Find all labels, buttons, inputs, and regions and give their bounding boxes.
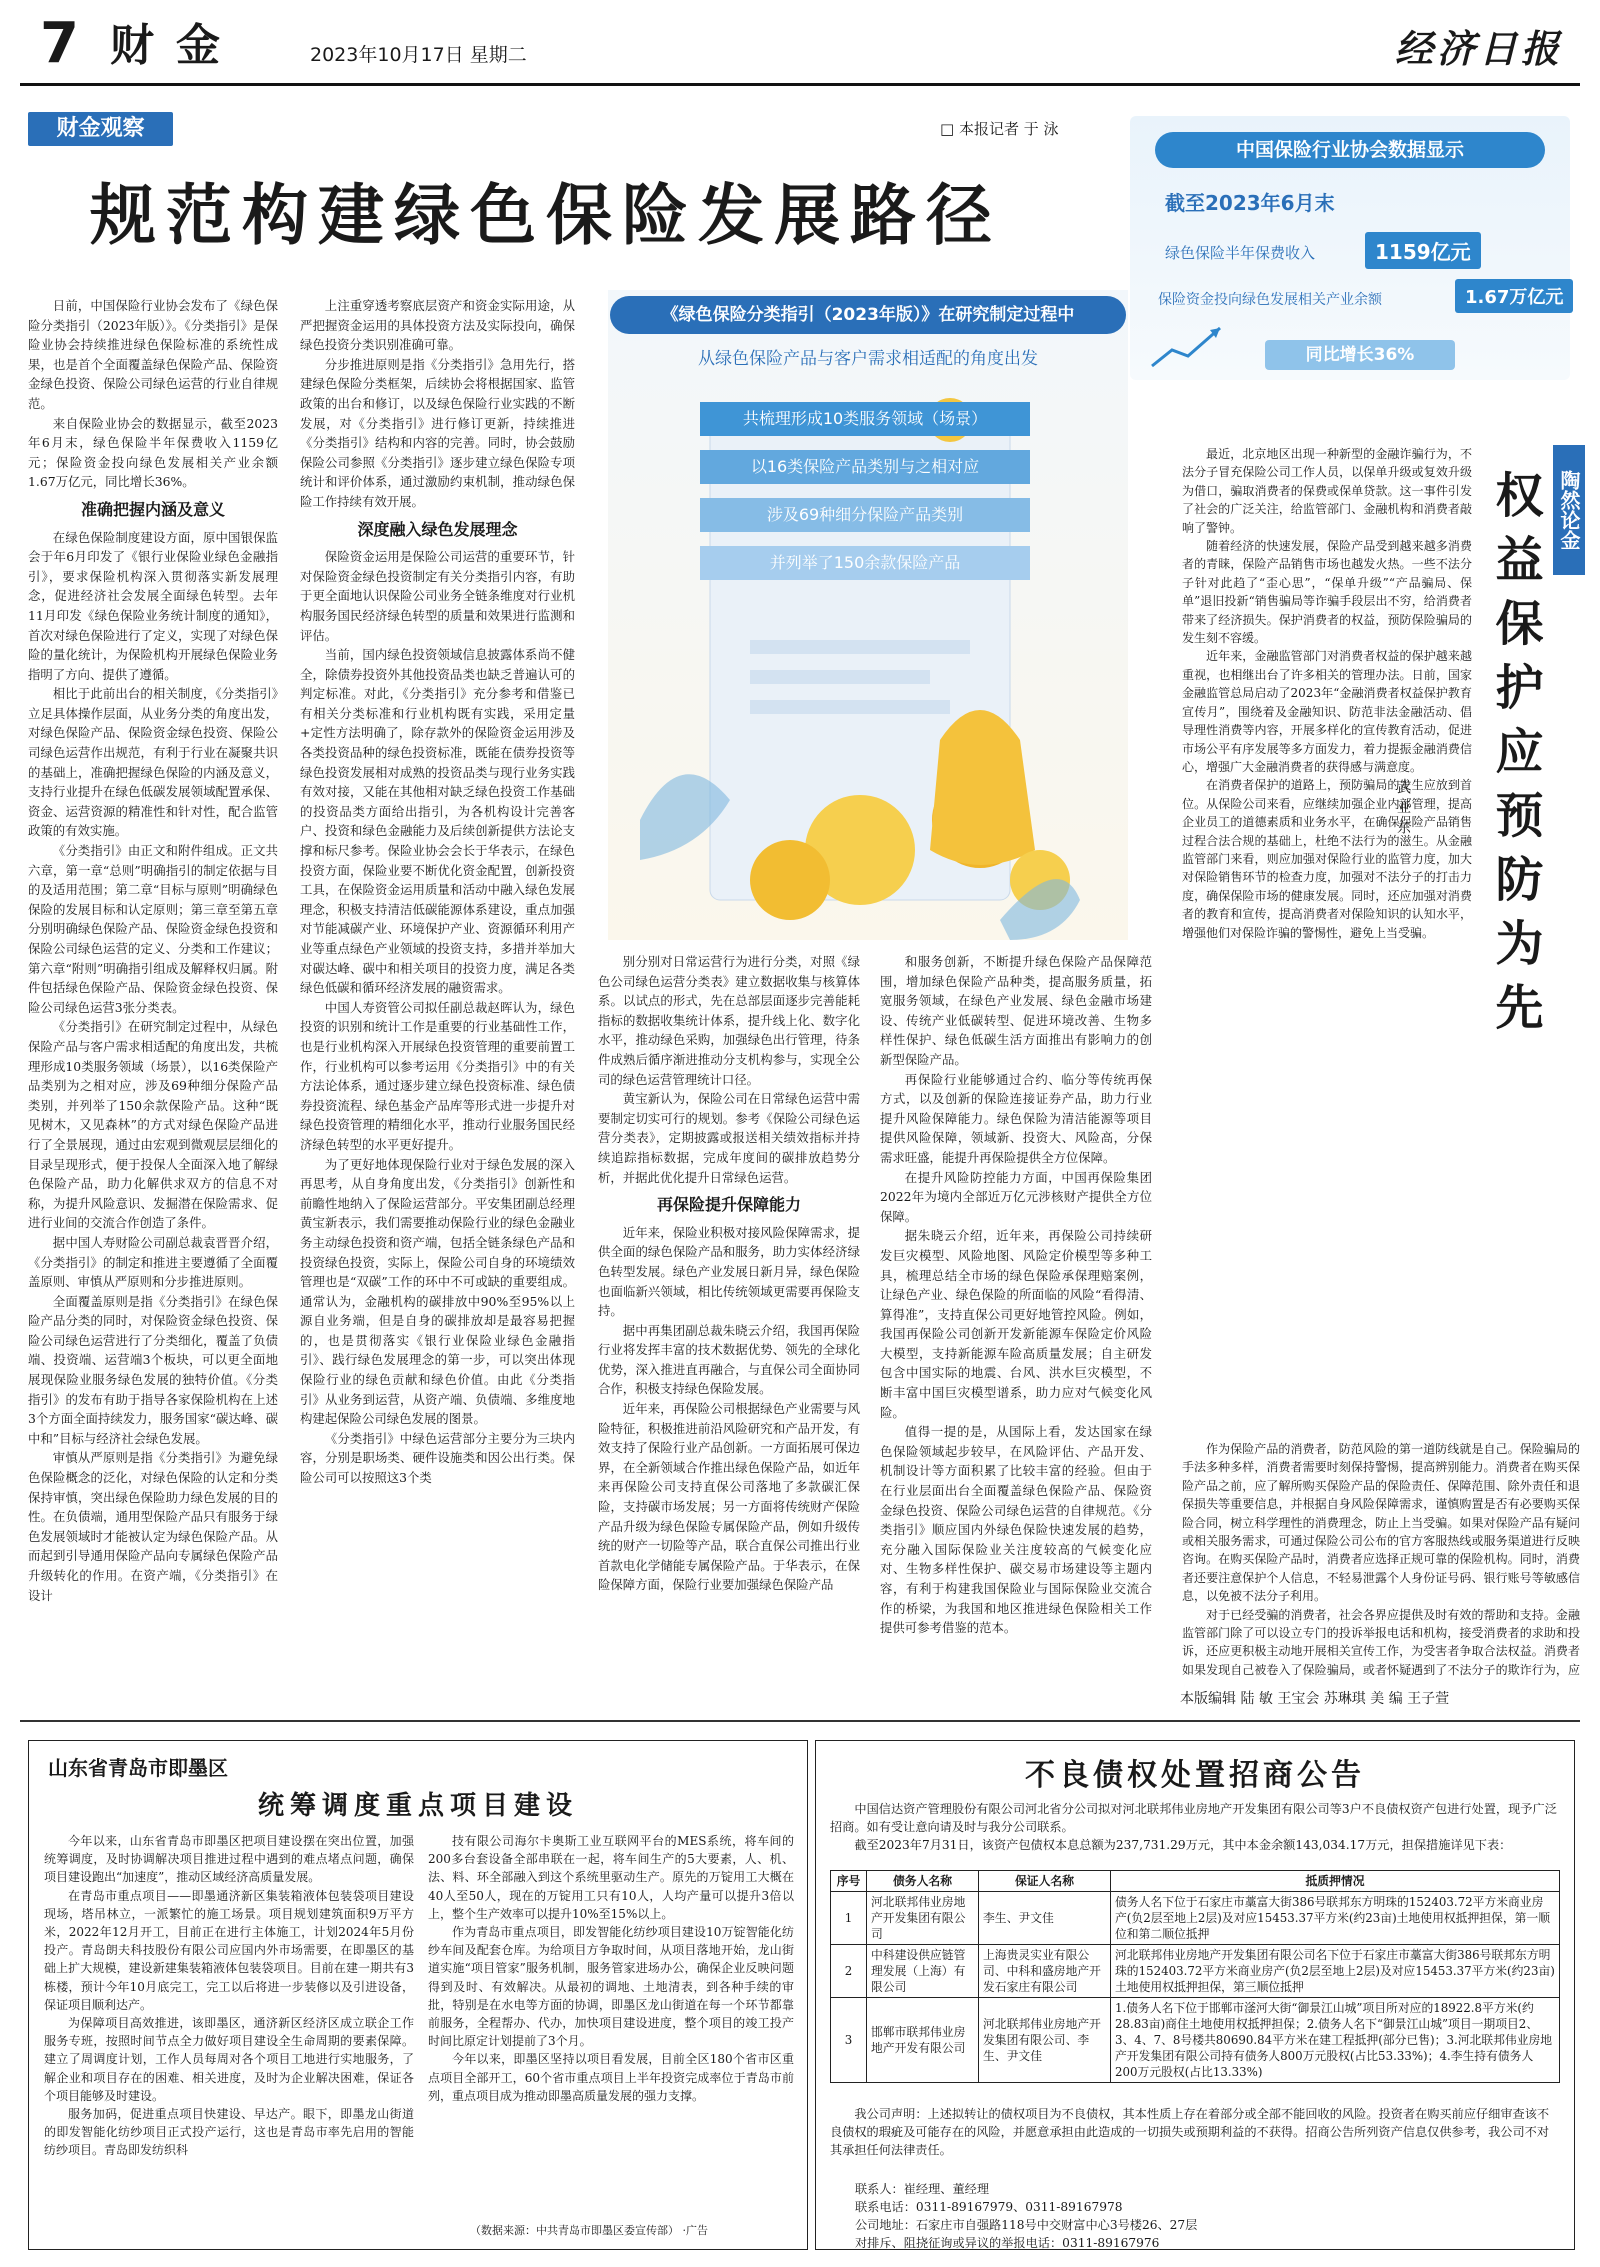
cell: 邯郸市联邦伟业房地产开发有限公司 — [867, 1998, 979, 2083]
cell: 中科建设供应链管理发展（上海）有限公司 — [867, 1945, 979, 1998]
paragraph: 据朱晓云介绍，近年来，再保险公司持续研发巨灾模型、风险地图、风险定价模型等多种工具，梳理总结全市场的绿色保险承保理赔案例，让绿色产业、绿色保险的所面临的风险“看得清、算得准”，支持直保公司更好地管控风险。例如，我国再保险公司创新开发新能源车保险定价风险大模型，支持新能源车险高质量发展；自主研发包含中国实际的地震、台风、洪水巨灾模型，不断丰富中国巨灾模型谱系，助力应对气候变化风险。 — [880, 1228, 1152, 1420]
cell: 李生、尹文佳 — [979, 1892, 1111, 1945]
ad-debt-contacts — [855, 2180, 1197, 2252]
paragraph: 和服务创新，不断提升绿色保险产品保障范围，增加绿色保险产品种类，提高服务质量，拓宽服务领域，在绿色产业发展、绿色金融市场建设、传统产业低碳转型、促进环境改善、生物多样性保护、绿色低碳生活方面推出有影响力的创新型保险产品。 — [880, 954, 1152, 1067]
paragraph: 对于已经受骗的消费者，社会各界应提供及时有效的帮助和支持。金融监管部门除了可以设立专门的投诉举报电话和机构，接受消费者的求助和投诉，还应更积极主动地开展相关宣传工作，为受害者争取合法权益。消费者如果发现自己被卷入了保险骗局，或者怀疑遇到了不法分子的欺诈行为，应 — [1182, 1607, 1580, 1677]
subheading: 准确把握内涵及意义 — [80, 499, 225, 519]
table-row — [831, 1998, 1560, 2083]
stats-date: 截至2023年6月末 — [1165, 191, 1335, 215]
paper-name: 经济日报 — [1395, 26, 1564, 71]
page-editors: 本版编辑 陆 敏 王宝会 苏琳琪 美 编 王子萱 — [1180, 1691, 1450, 1707]
paragraph: 技有限公司海尔卡奥斯工业互联网平台的MES系统，将车间的200多台套设备全部串联在一起，将车间生产的5大要素，人、机、法、料、环全部融入到这个系统里驱动生产。原先的万锭用工大概在40人至50人，现在的万锭用工只有10人，人均产量可以提升3倍以上，整个生产效率可以提升10%至15%以上。 — [428, 1834, 794, 1921]
byline: □ 本报记者 于 泳 — [940, 120, 1059, 138]
premium-value: 1159亿元 — [1365, 232, 1481, 269]
paragraph: 中国信达资产管理股份有限公司河北省分公司拟对河北联邦伟业房地产开发集团有限公司等3户不良债权资产包进行处置，现予广泛招商。如有受让意向请及时与我分公司联系。 — [830, 1802, 1557, 1834]
article-column-1 — [28, 296, 278, 1708]
paragraph: 黄宝新认为，保险公司在日常绿色运营中需要制定切实可行的规划。参考《保险公司绿色运营分类表》，定期披露或报送相关绩效指标并持续追踪指标数据，完成年度间的碳排放趋势分析，并据此优化提升日常绿色运营。 — [598, 1091, 860, 1185]
cell: 河北联邦伟业房地产开发集团有限公司名下位于石家庄市藁富大街386号联邦东方明珠的152403.72平方米商业房产(负2层至地上2层)及对应15453.37平方米(约23亩)土地使用权抵押担保，第三顺位抵押 — [1111, 1945, 1560, 1998]
paragraph: 相比于此前出台的相关制度，《分类指引》立足具体操作层面，从业务分类的角度出发，对绿色保险产品、保险资金绿色投资、保险公司绿色运营作出规范，有利于行业在凝聚共识的基础上，准确把握绿色保险的内涵及意义，支持行业提升在绿色低碳发展领域配置承保、资金、运营资源的精准性和针对性，配合监管政策的有效实施。 — [28, 686, 278, 839]
commentary-author: 武亚东 — [1395, 780, 1411, 840]
contact-line: 对排斥、阻挠征询或异议的举报电话：0311-89167976 — [855, 2236, 1160, 2250]
infographic-step-1: 共梳理形成10类服务领域（场景） — [700, 402, 1030, 436]
ad-debt-title: 不良债权处置招商公告 — [1025, 1758, 1365, 1793]
paragraph: 值得一提的是，从国际上看，发达国家在绿色保险领域起步较早，在风险评估、产品开发、机制设计等方面积累了比较丰富的经验。但由于在行业层面出台全面覆盖绿色保险产品、保险资金绿色投资、保险公司绿色运营的自律规范。《分类指引》顺应国内外绿色保险快速发展的趋势，充分融入国际保险业关注度较高的气候变化应对、生物多样性保护、碳交易市场建设等主题内容，有利于构建我国保险业与国际保险业交流合作的桥梁，为我国和地区推进绿色保险相关工作提供可参考借鉴的范本。 — [880, 1424, 1152, 1636]
investment-label: 保险资金投向绿色发展相关产业余额 — [1158, 292, 1382, 308]
ad-jimo-title: 统筹调度重点项目建设 — [257, 1791, 578, 1821]
paragraph: 截至2023年7月31日，该资产包债权本息总额为237,731.29万元，其中本金余额143,034.17万元，担保措施详见下表： — [854, 1838, 1512, 1852]
paragraph: 《分类指引》由正文和附件组成。正文共六章，第一章“总则”明确指引的制定依据与目的及适用范围；第二章“目标与原则”明确绿色保险的发展目标和认定原则；第三章至第五章分别明确绿色保险产品、保险资金绿色投资和保险公司绿色运营的定义、分类和工作建议；第六章“附则”明确指引组成及解释权归属。附件包括绿色保险产品、保险资金绿色投资、保险公司绿色运营3张分类表。 — [28, 843, 278, 1015]
paragraph: 随着经济的快速发展，保险产品受到越来越多消费者的青睐，保险产品销售市场也越发火热。一些不法分子针对此趋了“歪心思”，“保单升级”“产品骗局、保单”退旧投新“销售骗局等诈骗手段层出不穷，给消费者带来了经济损失。保护消费者的权益，预防保险骗局的发生刻不容缓。 — [1182, 539, 1472, 646]
infographic-subheader: 从绿色保险产品与客户需求相适配的角度出发 — [698, 349, 1038, 369]
paragraph: 审慎从严原则是指《分类指引》为避免绿色保险概念的泛化，对绿色保险的认定和分类保持审慎，突出绿色保险助力绿色发展的目的性。在负债端，通用型保险产品只有服务于绿色发展领域时才能被认定为绿色保险产品。从而起到引导通用保险产品向专属绿色保险产品升级转化的作用。在资产端，《分类指引》在设计 — [28, 1450, 278, 1603]
cell: 上海贵灵实业有限公司、中科和盛房地产开发石家庄有限公司 — [979, 1945, 1111, 1998]
article-title: 规范构建绿色保险发展路径 — [90, 176, 1002, 254]
paragraph: 在提升风险防控能力方面，中国再保险集团2022年为境内全部近万亿元涉核财产提供全方位保障。 — [880, 1169, 1152, 1224]
cell: 1.债务人名下位于邯郸市滏河大街“御景江山城”项目所对应的18922.8平方米(约28.83亩)商住土地使用权抵押担保；2.债务人名下“御景江山城”项目一期项目2、3、4、7、8号楼共80690.84平方米在建工程抵押(部分已售)；3.河北联邦伟业房地产开发集团有限公司持有债务人800万元股权(占比53.33%)；4.李生持有债务人200万元股权(占比13.33%) — [1111, 1998, 1560, 2083]
section-name: 财金 — [110, 20, 242, 71]
paragraph: 中国人寿资管公司拟任副总裁赵晖认为，绿色投资的识别和统计工作是重要的行业基础性工作，也是行业机构深入开展绿色投资管理的重要前置工作，行业机构可以参考运用《分类指引》中的有关方法论体系，通过逐步建立绿色投资标准、绿色债券投资流程、绿色基金产品库等形式进一步提升对绿色投资管理的精细化水平，推动行业服务国民经济绿色转型的水平更好提升。 — [300, 999, 575, 1152]
debt-table — [830, 1870, 1560, 2083]
paragraph: 据中再集团副总裁朱晓云介绍，我国再保险行业将发挥丰富的技术数据优势、领先的全球化优势，深入推进直再融合，与直保公司全面协同合作，积极支持绿色保险发展。 — [598, 1322, 860, 1397]
commentary-tag: 陶然论金 — [1553, 445, 1585, 575]
article-column-3 — [598, 952, 860, 1708]
cell: 河北联邦伟业房地产开发集团有限公司 — [867, 1892, 979, 1945]
commentary-body-continued — [1182, 1440, 1580, 1680]
paragraph: 在绿色保险制度建设方面，原中国银保监会于年6月印发了《银行业保险业绿色金融指引》，要求保险机构深入贯彻落实新发展理念，促进经济社会发展全面绿色转型。去年11月印发《绿色保险业务统计制度的通知》，首次对绿色保险进行了定义，实现了对绿色保险的量化统计，为保险机构开展绿色保险业务指明了方向、提供了遵循。 — [28, 529, 278, 682]
column-header: 债务人名称 — [867, 1871, 979, 1892]
column-header: 抵质押情况 — [1111, 1871, 1560, 1892]
paragraph: 在青岛市重点项目——即墨通济新区集装箱液体包装袋项目建设现场，塔吊林立，一派繁忙的施工场景。项目规划建筑面积9万平方米，2022年12月开工，目前正在进行主体施工，计划2024年5月份投产。青岛朗夫科技股份有限公司应国内外市场需要，在即墨区的基础上扩大规模，建设新建集装箱液体包装袋项目。目前在建一期共有3栋楼，预计今年10月底完工，完工以后将进一步装修以及引进设备，保证项目顺利达产。 — [44, 1888, 414, 2012]
paragraph: 《分类指引》中绿色运营部分主要分为三块内容，分别是职场类、硬件设施类和因公出行类。保险公司可以按照这3个类 — [300, 1430, 575, 1486]
paragraph: 日前，中国保险行业协会发布了《绿色保险分类指引（2023年版）》。《分类指引》是保险业协会持续推进绿色保险标准的系统性成果，也是首个全面覆盖绿色保险产品、保险资金绿色投资、保险公司绿色运营的行业自律规范。 — [28, 298, 278, 411]
infographic-step-4: 并列举了150余款保险产品 — [700, 546, 1030, 580]
subheading: 深度融入绿色发展理念 — [357, 519, 518, 539]
cell: 河北联邦伟业房地产开发集团有限公司、李生、尹文佳 — [979, 1998, 1111, 2083]
page-number: 7 — [40, 11, 79, 76]
commentary-title: 权益保护应预防为先 — [1487, 470, 1543, 1046]
cell: 1 — [831, 1892, 867, 1945]
paragraph: 今年以来，即墨区坚持以项目看发展，目前全区180个省市区重点项目全部开工，60个省市重点项目上半年投资完成率位于青岛市前列，重点项目成为推动即墨高质量发展的强力支撑。 — [428, 2052, 794, 2103]
header-rule — [20, 83, 1580, 86]
cell: 3 — [831, 1998, 867, 2083]
paragraph: 最近，北京地区出现一种新型的金融诈骗行为，不法分子冒充保险公司工作人员，以保单升级或复效升级为借口，骗取消费者的保费或保单贷款。这一事件引发了社会的广泛关注，给监管部门、金融机构和消费者敲响了警钟。 — [1182, 447, 1472, 535]
paragraph: 近年来，金融监管部门对消费者权益的保护越来越重视，也相继出台了许多相关的管理办法。日前，国家金融监管总局启动了2023年“金融消费者权益保护教育宣传月”，围绕着及金融知识、防范非法金融活动、倡导理性消费等内容，开展多样化的宣传教育活动，促进市场公平有序发展等多方面发力，着力提振金融消费信心，增强广大金融消费者的获得感与满意度。 — [1182, 649, 1472, 774]
column-kicker: 财金观察 — [28, 112, 173, 146]
paragraph: 近年来，再保险公司根据绿色产业需要与风险特征，积极推进前沿风险研究和产品开发，有效支持了保险行业产品创新。一方面拓展可保边界，在全新领域合作推出绿色保险产品，如近年来再保险公司支持直保公司落地了多款碳汇保险，支持碳市场发展；另一方面将传统财产保险产品升级为绿色保险专属保险产品，例如升级传统的财产一切险等产品，联合直保公司推出行业首款电化学储能专属保险产品。于华表示，在保险保障方面，保险行业要加强绿色保险产品 — [598, 1401, 860, 1593]
paragraph: 保险资金运用是保险公司运营的重要环节，针对保险资金绿色投资制定有关分类指引内容，有助于更全面地认识保险公司业务全链条维度对行业机构服务国民经济绿色转型的质量和效果进行监测和评估。 — [300, 549, 575, 643]
paragraph: 服务加码，促进重点项目快建设、早达产。眼下，即墨龙山街道的即发智能化纺纱项目正式投产运行，这也是青岛市率先启用的智能纺纱项目。青岛即发纺织科 — [44, 2107, 414, 2158]
investment-value: 1.67万亿元 — [1455, 279, 1573, 313]
table-header-row — [831, 1871, 1560, 1892]
paragraph: 作为保险产品的消费者，防范风险的第一道防线就是自己。保险骗局的手法多种多样，消费者需要时刻保持警惕，提高辨别能力。消费者在购买保险产品之前，应了解所购买保险产品的保险责任、保障范围、除外责任和退保损失等重要信息，并根据自身风险保障需求，谨慎购置是否有必要购买保险合同，树立科学理性的消费理念，防止上当受骗。如果对保险产品有疑问或相关服务需求，可通过保险公司公布的官方客服热线或服务渠道进行反映咨询。在购买保险产品时，消费者应选择正规可靠的保险机构。同时，消费者还要注意保护个人信息，不轻易泄露个人身份证号码、银行账号等敏感信息，以免被不法分子利用。 — [1182, 1442, 1580, 1604]
infographic-step-2: 以16类保险产品类别与之相对应 — [700, 450, 1030, 484]
paragraph: 上注重穿透考察底层资产和资金实际用途，从严把握资金运用的具体投资方法及实际投向，确保绿色投资分类识别准确可靠。 — [300, 298, 575, 353]
paragraph: 据中国人寿财险公司副总裁袁晋晋介绍，《分类指引》的制定和推进主要遵循了全面覆盖原则、审慎从严原则和分步推进原则。 — [28, 1234, 278, 1290]
table-row — [831, 1945, 1560, 1998]
paragraph: 当前，国内绿色投资领域信息披露体系尚不健全，除债券投资外其他投资品类也缺乏普遍认可的判定标准。对此，《分类指引》充分参考和借鉴已有相关分类标准和行业机构既有实践，采用定量+定性方法明确了，除存款外的保险资金运用涉及各类投资品种的绿色投资标准，既能在债券投资等绿色投资发展相对成熟的投资品类与现行业务实践有效对接，又能在其他相对缺乏绿色投资工作基础的投资品类方面给出指引，为各机构设计完善客户、投资和绿色金融能力及后续创新提供方法论支撑和标尺参考。保险业协会会长于华表示，在绿色投资方面，保险业要不断优化资金配置，创新投资工具，在保险资金运用质量和活动中融入绿色发展理念，积极支持清洁低碳能源体系建设，重点加强对节能减碳产业、环境保护产业、资源循环利用产业等重点绿色产业领域的投资支持，多措并举加大对碳达峰、碳中和相关项目的投资力度，满足各类绿色低碳和循环经济发展的融资需求。 — [300, 647, 575, 996]
paragraph: 为了更好地体现保险行业对于绿色发展的深入再思考，从自身角度出发，《分类指引》创新性和前瞻性地纳入了保险运营部分。平安集团副总经理黄宝新表示，我们需要推动保险行业的绿色金融业务主动绿色投资和资产端，包括全链条绿色产品和投资绿色投资，实际上，保险公司自身的环境绩效管理也是“双碳”工作的环中不可或缺的重要组成。通常认为，金融机构的碳排放中90%至95%以上源自业务端，但是自身的碳排放却是最容易把握的，也是贯彻落实《银行业保险业绿色金融指引》、践行绿色发展理念的第一步，可以突出体现保险行业的绿色贡献和绿色价值。由此《分类指引》从业务到运营，从资产端、负债端、多维度地构建起保险公司绿色发展的图景。 — [300, 1156, 575, 1427]
paragraph: 《分类指引》在研究制定过程中，从绿色保险产品与客户需求相适配的角度出发，共梳理形成10类服务领域（场景），以16类保险产品类别为之相对应，涉及69种细分保险产品类别，并列举了150余款保险产品。这种“既见树木，又见森林”的方式对绿色保险产品进行了全景展现，通过由宏观到微观层层细化的目录呈现形式，便于投保人全面深入地了解绿色保险产品，助力化解供求双方的信息不对称，为提升风险意识、发掘潜在保险需求、促进行业间的交流合作创造了条件。 — [28, 1019, 278, 1231]
paragraph: 近年来，保险业积极对接风险保障需求，提供全面的绿色保险产品和服务，助力实体经济绿色转型发展。绿色产业发展日新月异，绿色保险也面临新兴领域，相比传统领域更需要再保险支持。 — [598, 1224, 860, 1319]
cell: 债务人名下位于石家庄市藁富大街386号联邦东方明珠的152403.72平方米商业房产(负2层至地上2层)及对应15453.37平方米(约23亩)土地使用权抵押担保，第一顺位和第二顺位抵押 — [1111, 1892, 1560, 1945]
table-row — [831, 1892, 1560, 1945]
ad-debt-notice: 我公司声明：上述拟转让的债权项目为不良债权，其本性质上存在着部分或全部不能回收的风险。投资者在购买前应仔细审查该不良债权的瑕疵及可能存在的风险，并愿意承担由此造成的一切损失或预期利益的不获得。招商公告所列资产信息仅供参考，我公司不对其承担任何法律责任。 — [830, 2107, 1550, 2157]
paragraph: 分步推进原则是指《分类指引》急用先行，搭建绿色保险分类框架，后续协会将根据国家、监管政策的出台和修订，以及绿色保险行业实践的不断发展，对《分类指引》进行修订更新，持续推进《分类指引》结构和内容的完善。同时，协会鼓励保险公司参照《分类指引》逐步建立绿色保险专项统计和评价体系，通过激励约束机制，推动绿色保险工作持续有效开展。 — [300, 356, 575, 509]
paragraph: 全面覆盖原则是指《分类指引》在绿色保险产品分类的同时，对保险资金绿色投资、保险公司绿色运营进行了分类细化，覆盖了负债端、投资端、运营端3个板块，可以更全面地展现保险业服务绿色发展的独特价值。《分类指引》的发布有助于指导各家保险机构在上述3个方面全面持续发力，服务国家“碳达峰、碳中和”目标与经济社会绿色发展。 — [28, 1293, 278, 1446]
issue-date: 2023年10月17日 星期二 — [310, 44, 527, 66]
ad-jimo-credit: （数据来源：中共青岛市即墨区委宣传部） ·广告 — [470, 2224, 708, 2237]
growth-badge: 同比增长36% — [1265, 340, 1455, 370]
premium-label: 绿色保险半年保费收入 — [1165, 244, 1316, 262]
article-column-4 — [880, 952, 1152, 1708]
stats-header: 中国保险行业协会数据显示 — [1155, 132, 1545, 168]
paragraph: 来自保险业协会的数据显示，截至2023年6月末，绿色保险半年保费收入1159亿元；保险资金投向绿色发展相关产业余额1.67万亿元，同比增长36%。 — [28, 415, 278, 490]
article-column-2 — [300, 296, 575, 1708]
contact-line: 公司地址：石家庄市自强路118号中交财富中心3号楼26、27层 — [855, 2218, 1198, 2232]
column-header: 序号 — [831, 1871, 867, 1892]
paragraph: 别分别对日常运营行为进行分类，对照《绿色公司绿色运营分类表》建立数据收集与核算体系。以试点的形式，先在总部层面逐步完善能耗指标的数据收集统计体系，提升线上化、数字化水平，推动绿色采购，加强绿色出行管理，待条件成熟后循序渐进推动分支机构参与，实现全公司的绿色运营管理统计口径。 — [598, 954, 860, 1087]
section-divider — [20, 1720, 1580, 1722]
contact-line: 联系电话：0311-89167979、0311-89167978 — [855, 2200, 1123, 2214]
paragraph: 今年以来，山东省青岛市即墨区把项目建设摆在突出位置，加强统筹调度，及时协调解决项目推进过程中遇到的难点堵点问题，确保项目建设跑出“加速度”，推动区域经济高质量发展。 — [44, 1834, 414, 1885]
paragraph: 再保险行业能够通过合约、临分等传统再保方式，以及创新的保险连接证券产品，助力行业提升风险保障能力。绿色保险为清洁能源等项目提供风险保障，领域新、投资大、风险高，分保需求旺盛，能提升再保险提供全方位保障。 — [880, 1071, 1152, 1165]
paragraph: 在消费者保护的道路上，预防骗局的发生应放到首位。从保险公司来看，应继续加强企业内部管理，提高企业员工的道德素质和业务水平，在确保保险产品销售过程合法合规的基础上，杜绝不法行为的滋生。从金融监管部门来看，则应加强对保险行业的监管力度，加大对保险销售环节的检查力度，加强对不法分子的打击力度，确保保险市场的健康发展。同时，还应加强对消费者的教育和宣传，提高消费者对保险知识的认知水平，增强他们对保险诈骗的警惕性，避免上当受骗。 — [1182, 778, 1472, 940]
subheading: 再保险提升保障能力 — [656, 1195, 801, 1215]
ad-debt-intro — [830, 1800, 1560, 1854]
contact-line: 联系人：崔经理、董经理 — [855, 2182, 990, 2196]
commentary-body — [1182, 445, 1472, 1435]
paragraph: 作为青岛市重点项目，即发智能化纺纱项目建设10万锭智能化纺纱车间及配套仓库。为给项目方争取时间，从项目落地开始，龙山街道实施“项目管家”服务机制，服务管家进场办公，确保企业反映问题得到及时、有效解决。从最初的调地、土地清表，到各种手续的审批，特别是在水电等方面的协调，即墨区龙山街道在每一个环节都靠前服务，全程帮办、代办，加快项目建设进度，整个项目的竣工投产时间比原定计划提前了3个月。 — [428, 1925, 794, 2049]
column-header: 保证人名称 — [979, 1871, 1111, 1892]
ad-jimo-place: 山东省青岛市即墨区 — [48, 1756, 228, 1780]
trend-arrow-icon — [1150, 320, 1230, 370]
ad-jimo-column-2 — [428, 1832, 794, 2217]
cell: 2 — [831, 1945, 867, 1998]
infographic-step-3: 涉及69种细分保险产品类别 — [700, 498, 1030, 532]
infographic-header: 《绿色保险分类指引（2023年版）》在研究制定过程中 — [610, 296, 1126, 334]
paragraph: 为保障项目高效推进，该即墨区，通济新区经济区成立联企工作服务专班，按照时间节点全力做好项目建设全生命周期的要素保障。建立了周调度计划，工作人员每周对各个项目工地进行实地服务，了解企业和项目存在的困难、相关进度，及时为企业解决困难，保证各个项目能够及时建设。 — [44, 2016, 414, 2103]
ad-jimo-column-1 — [44, 1832, 414, 2217]
